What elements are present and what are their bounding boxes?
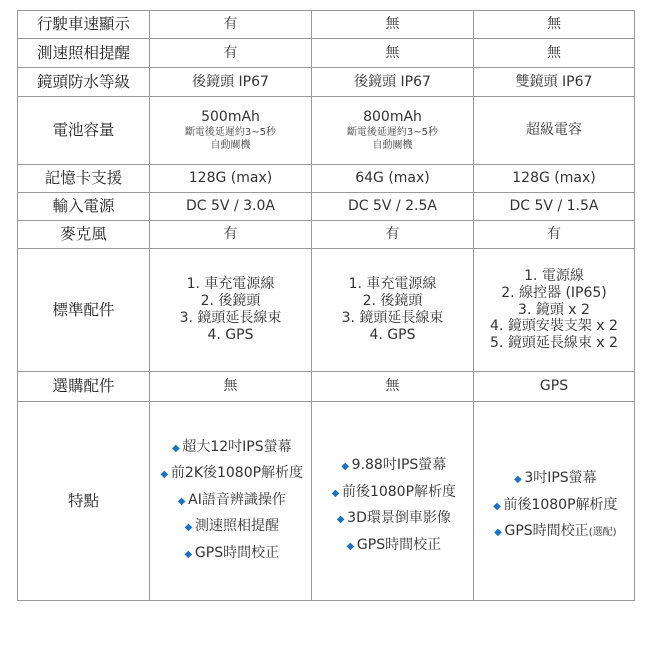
diamond-bullet-icon: ◆ — [346, 540, 355, 552]
list-item: ◆ 前後1080P解析度 — [312, 480, 473, 507]
table-row — [18, 249, 635, 372]
cell: 雙鏡頭 IP67 — [474, 68, 635, 97]
list-item: 5. 鏡頭延長線束 x 2 — [490, 335, 618, 352]
spec-table — [17, 10, 635, 601]
table-row — [18, 11, 635, 39]
diamond-bullet-icon: ◆ — [331, 487, 340, 499]
diamond-bullet-icon: ◆ — [494, 527, 502, 539]
row-label: 麥克風 — [18, 221, 150, 249]
optional-note: (選配) — [588, 527, 617, 539]
battery-note: 自動關機 — [210, 139, 251, 151]
list-item: 2. 後鏡頭 — [200, 293, 261, 310]
table-row — [18, 39, 635, 68]
list-item: ◆ 測速照相提醒 — [150, 514, 311, 541]
cell: 無 — [474, 11, 635, 39]
cell — [150, 402, 312, 601]
list-item: 3. 鏡頭延長線束 — [179, 310, 282, 326]
row-label: 鏡頭防水等級 — [18, 68, 150, 97]
list-item: ◆ 3D環景倒車影像 — [312, 506, 473, 533]
list-item: 2. 後鏡頭 — [362, 293, 423, 310]
diamond-bullet-icon: ◆ — [513, 474, 522, 486]
table-row — [18, 97, 635, 165]
list-item: ◆ GPS時間校正 — [312, 533, 473, 560]
cell — [474, 402, 635, 601]
table-row — [18, 221, 635, 249]
table-row — [18, 193, 635, 221]
row-label: 行駛車速顯示 — [18, 11, 150, 39]
list-item: ◆ 超大12吋IPS螢幕 — [150, 435, 311, 462]
cell: 有 — [150, 11, 312, 39]
list-item: 2. 線控器 (IP65) — [501, 284, 607, 301]
battery-note: 斷電後延遲約3~5秒 — [346, 126, 439, 138]
list-item: 3. 鏡頭延長線束 — [341, 310, 444, 326]
list-item: 4. 鏡頭安裝支架 x 2 — [490, 318, 618, 335]
cell — [150, 249, 312, 372]
cell: 超級電容 — [474, 97, 635, 165]
row-label: 測速照相提醒 — [18, 39, 150, 68]
table-row — [18, 165, 635, 193]
cell: 無 — [312, 39, 474, 68]
diamond-bullet-icon: ◆ — [493, 500, 501, 512]
cell — [312, 402, 474, 601]
table-row — [18, 372, 635, 402]
cell: 有 — [474, 221, 635, 249]
cell: 後鏡頭 IP67 — [312, 68, 474, 97]
list-item: 1. 車充電源線 — [348, 276, 437, 293]
row-label: 選購配件 — [18, 372, 150, 402]
cell: 無 — [474, 39, 635, 68]
cell — [474, 249, 635, 372]
list-item: ◆ 前2K後1080P解析度 — [150, 461, 311, 488]
cell — [312, 249, 474, 372]
list-item: 3. 鏡頭 x 2 — [518, 301, 590, 318]
cell — [150, 97, 312, 165]
cell: 無 — [312, 372, 474, 402]
list-item: ◆ GPS時間校正 — [150, 541, 311, 568]
list-item: 4. GPS — [369, 326, 416, 343]
battery-capacity: 800mAh — [363, 109, 422, 126]
diamond-bullet-icon: ◆ — [184, 522, 193, 534]
cell: 有 — [150, 39, 312, 68]
row-label: 特點 — [18, 402, 150, 601]
row-label: 電池容量 — [18, 97, 150, 165]
list-item: ◆ AI語音辨識操作 — [150, 488, 311, 515]
cell: DC 5V / 3.0A — [150, 193, 312, 221]
cell: 無 — [150, 372, 312, 402]
row-label: 記憶卡支援 — [18, 165, 150, 193]
diamond-bullet-icon: ◆ — [172, 442, 180, 454]
battery-note: 斷電後延遲約3~5秒 — [184, 126, 277, 138]
cell: DC 5V / 2.5A — [312, 193, 474, 221]
cell: 無 — [312, 11, 474, 39]
diamond-bullet-icon: ◆ — [336, 514, 345, 525]
diamond-bullet-icon: ◆ — [160, 469, 169, 481]
battery-capacity: 500mAh — [201, 109, 260, 126]
cell: 128G (max) — [150, 165, 312, 193]
cell — [312, 97, 474, 165]
cell: 128G (max) — [474, 165, 635, 193]
diamond-bullet-icon: ◆ — [184, 548, 193, 560]
cell: 有 — [150, 221, 312, 249]
list-item: ◆ 前後1080P解析度 — [474, 493, 634, 520]
diamond-bullet-icon: ◆ — [341, 461, 350, 472]
cell: 後鏡頭 IP67 — [150, 68, 312, 97]
cell: 有 — [312, 221, 474, 249]
cell: 64G (max) — [312, 165, 474, 193]
battery-note: 自動關機 — [372, 139, 413, 151]
row-label: 標準配件 — [18, 249, 150, 372]
list-item: ◆ 3吋IPS螢幕 — [474, 466, 634, 493]
diamond-bullet-icon: ◆ — [177, 495, 186, 507]
row-label: 輸入電源 — [18, 193, 150, 221]
list-item: 1. 電源線 — [524, 268, 584, 284]
cell: GPS — [474, 372, 635, 402]
list-item: 1. 車充電源線 — [186, 276, 275, 293]
table-row — [18, 68, 635, 97]
cell: DC 5V / 1.5A — [474, 193, 635, 221]
list-item: ◆ GPS時間校正(選配) — [474, 519, 634, 546]
list-item: ◆ 9.88吋IPS螢幕 — [312, 453, 473, 480]
list-item: 4. GPS — [207, 326, 254, 343]
table-row — [18, 402, 635, 601]
